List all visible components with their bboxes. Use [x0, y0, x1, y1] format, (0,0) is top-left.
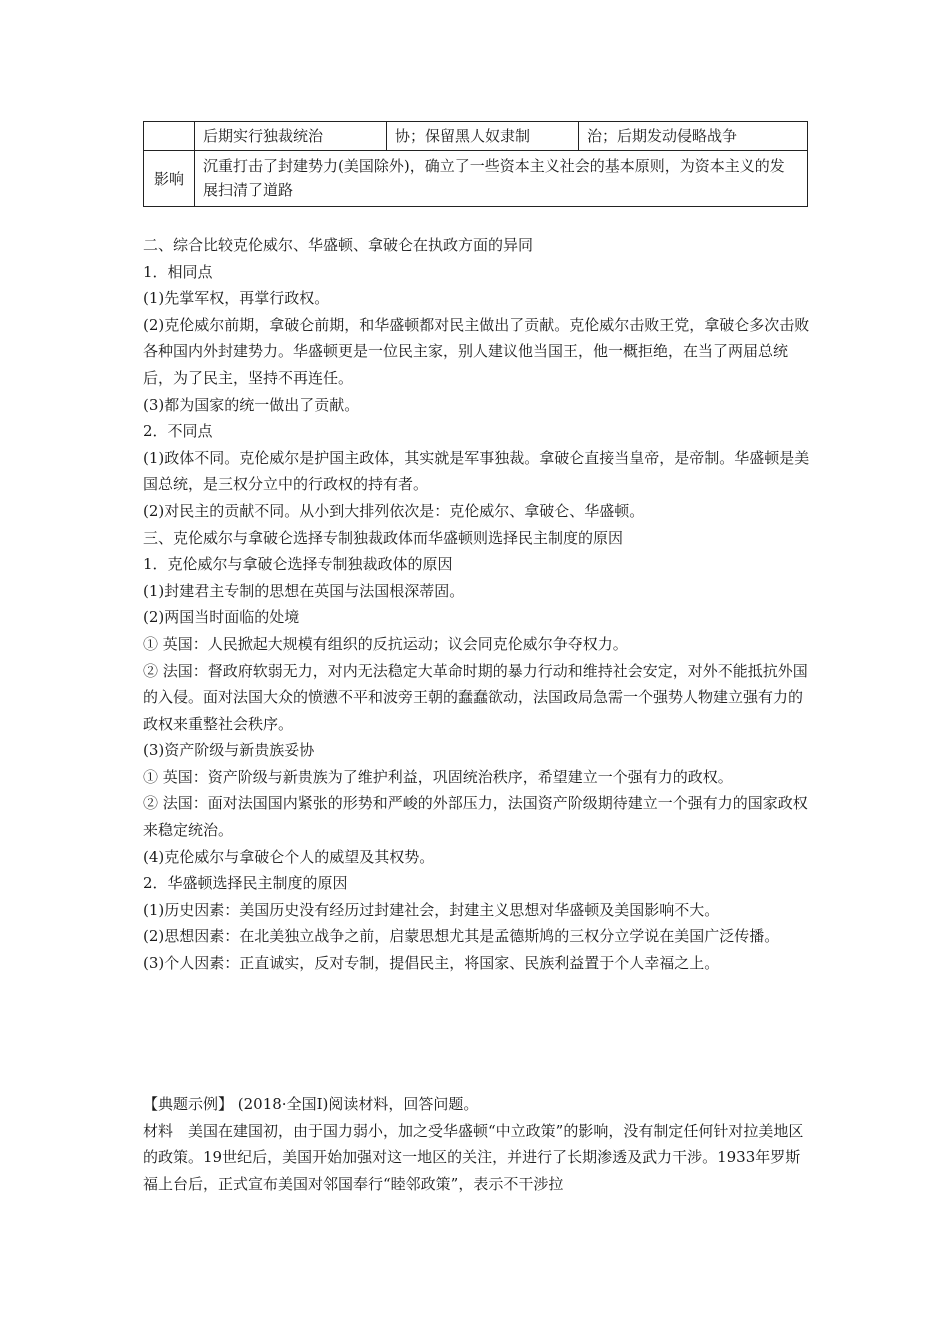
paragraph: (3)资产阶级与新贵族妥协	[143, 741, 315, 760]
section-heading: 二、综合比较克伦威尔、华盛顿、拿破仑在执政方面的异同	[143, 236, 534, 254]
table-cell: 协；保留黑人奴隶制	[387, 122, 579, 151]
paragraph: (1)政体不同。克伦威尔是护国主政体，其实就是军事独裁。拿破仑直接当皇帝，是帝制。华盛顿是美国总统，是三权分立中的行政权的持有者。	[143, 448, 810, 494]
table-cell-row-header	[144, 122, 195, 151]
paragraph: (2)对民主的贡献不同。从小到大排列依次是：克伦威尔、拿破仑、华盛顿。	[143, 501, 645, 520]
paragraph: ② 法国：督政府软弱无力，对内无法稳定大革命时期的暴力行动和维持社会安定，对外不能抵抗外国的入侵。面对法国大众的愤懑不平和波旁王朝的蠢蠢欲动，法国政局急需一个强势人物建立强有力的政权来重整社会秩序。	[143, 661, 808, 733]
paragraph: (3)都为国家的统一做出了贡献。	[143, 395, 360, 414]
paragraph: (4)克伦威尔与拿破仑个人的威望及其权势。	[143, 847, 435, 866]
subsection-heading: 2．不同点	[143, 422, 213, 441]
subsection-heading: 1．克伦威尔与拿破仑选择专制独裁政体的原因	[143, 555, 453, 574]
main-text	[143, 232, 811, 977]
paragraph: ① 英国：资产阶级与新贵族为了维护利益，巩固统治秩序，希望建立一个强有力的政权。	[143, 767, 733, 786]
paragraph: (2)克伦威尔前期，拿破仑前期，和华盛顿都对民主做出了贡献。克伦威尔击败王党，拿破仑多次击败各种国内外封建势力。华盛顿更是一位民主家，别人建议他当国王，他一概拒绝，在当了两届总统后，为了民主，坚持不再连任。	[143, 315, 810, 387]
table-cell: 治；后期发动侵略战争	[579, 122, 808, 151]
paragraph: ① 英国：人民掀起大规模有组织的反抗运动；议会同克伦威尔争夺权力。	[143, 634, 628, 653]
example-heading: 【典题示例】 (2018·全国Ⅰ)阅读材料，回答问题。	[143, 1095, 479, 1113]
table-cell-impact: 沉重打击了封建势力(美国除外)，确立了一些资本主义社会的基本原则，为资本主义的发展扫清了道路	[195, 151, 808, 207]
paragraph: (2)两国当时面临的处境	[143, 608, 300, 627]
paragraph: ② 法国：面对法国国内紧张的形势和严峻的外部压力，法国资产阶级期待建立一个强有力的国家政权来稳定统治。	[143, 794, 808, 840]
paragraph: (1)历史因素：美国历史没有经历过封建社会，封建主义思想对华盛顿及美国影响不大。	[143, 900, 720, 919]
example-material: 材料 美国在建国初，由于国力弱小，加之受华盛顿“中立政策”的影响，没有制定任何针对拉美地区的政策。19世纪后，美国开始加强对这一地区的关注，并进行了长期渗透及武力干涉。1933年罗斯福上台后，正式宣布美国对邻国奉行“睦邻政策”，表示不干涉拉	[143, 1121, 804, 1193]
comparison-table	[143, 121, 808, 207]
paragraph: (2)思想因素：在北美独立战争之前，启蒙思想尤其是孟德斯鸠的三权分立学说在美国广泛传播。	[143, 927, 780, 946]
table-cell-row-header: 影响	[144, 151, 195, 207]
example-block	[143, 1091, 811, 1197]
table-row	[144, 122, 808, 151]
subsection-heading: 2．华盛顿选择民主制度的原因	[143, 874, 348, 893]
section-heading: 三、克伦威尔与拿破仑选择专制独裁政体而华盛顿则选择民主制度的原因	[143, 528, 624, 547]
table-row	[144, 151, 808, 207]
paragraph: (1)封建君主专制的思想在英国与法国根深蒂固。	[143, 581, 465, 600]
paragraph: (1)先掌军权，再掌行政权。	[143, 289, 330, 308]
paragraph: (3)个人因素：正直诚实，反对专制，提倡民主，将国家、民族利益置于个人幸福之上。	[143, 954, 720, 973]
subsection-heading: 1．相同点	[143, 262, 213, 281]
table-cell: 后期实行独裁统治	[195, 122, 387, 151]
